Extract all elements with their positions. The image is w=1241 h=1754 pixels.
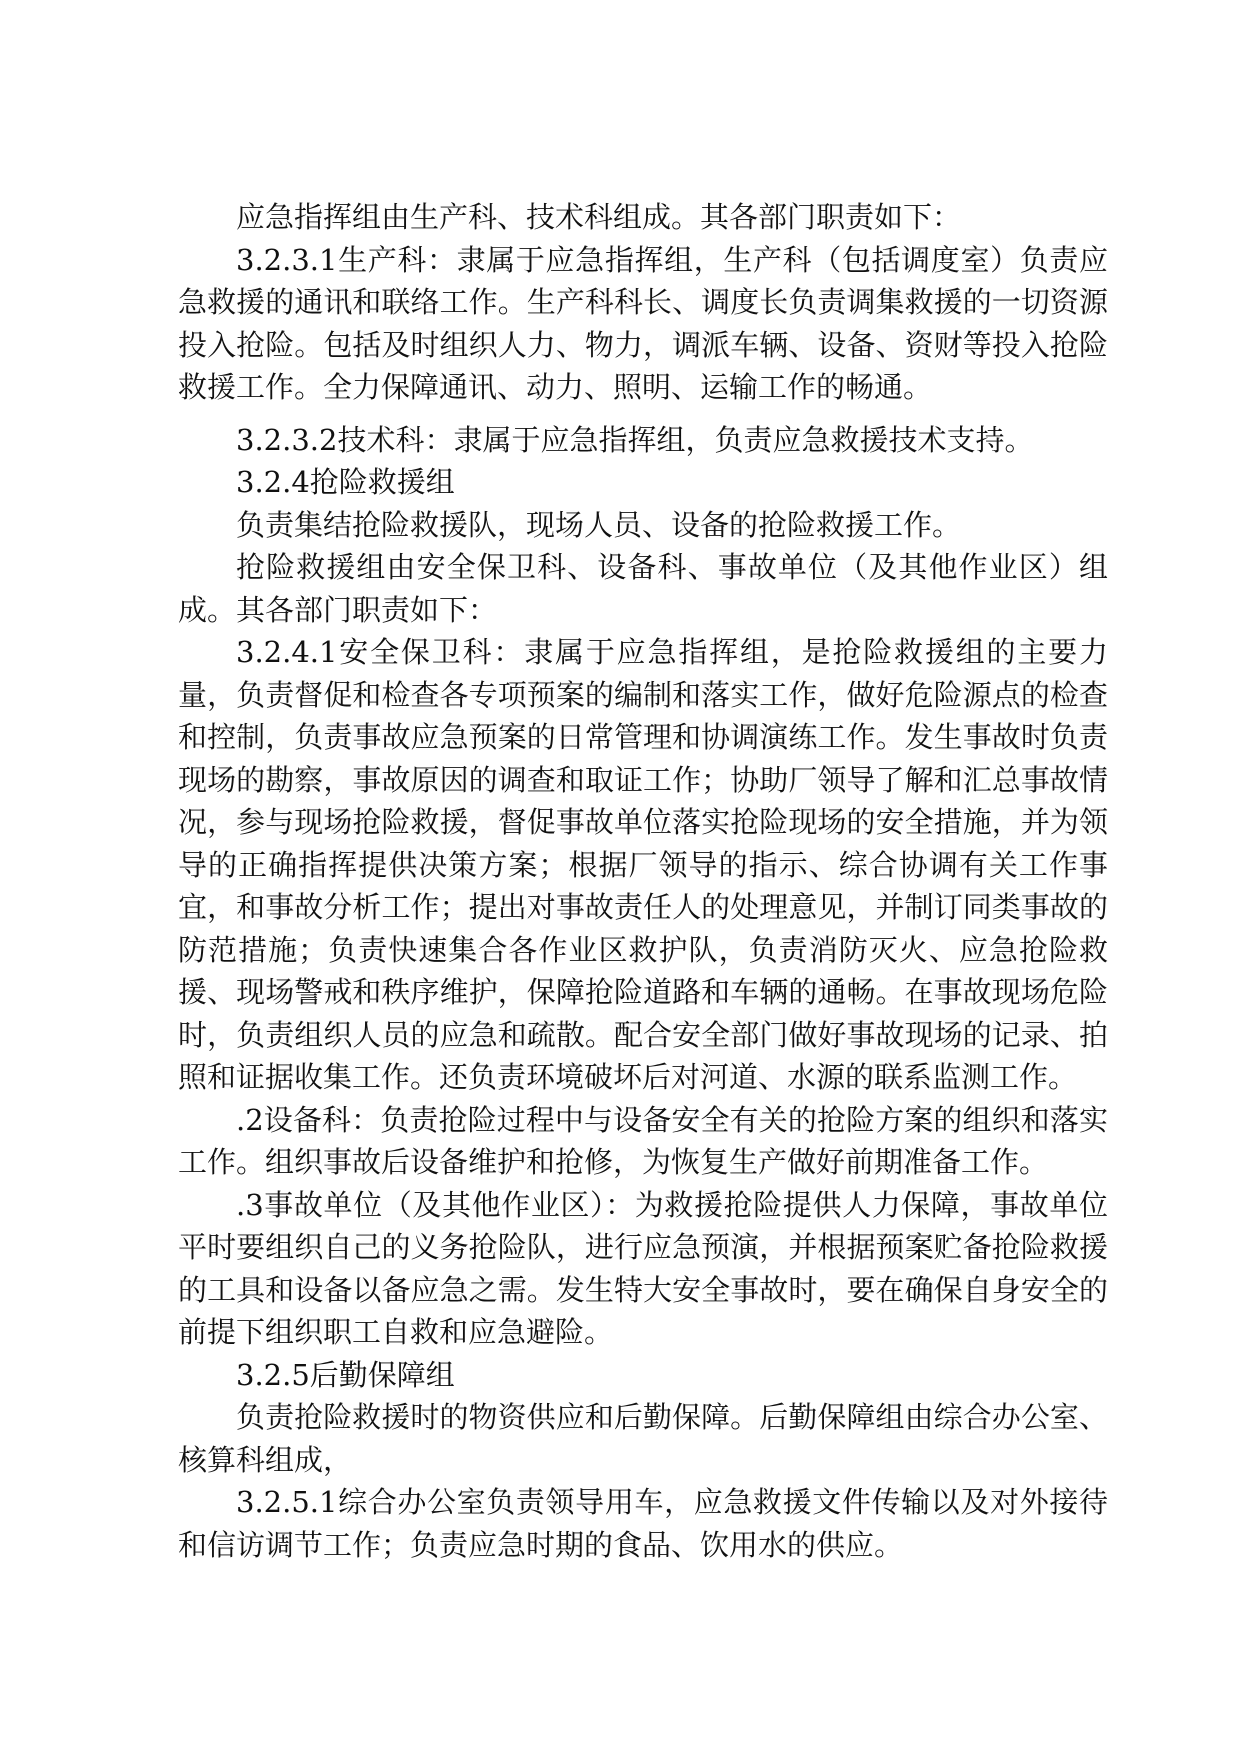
- paragraph-security-dept: 3.2.4.1安全保卫科：隶属于应急指挥组，是抢险救援组的主要力量，负责督促和检查各专项预案的编制和落实工作，做好危险源点的检查和控制，负责事故应急预案的日常管理和协调演练工作。发生事故时负责现场的勘察，事故原因的调查和取证工作；协助厂领导了解和汇总事故情况，参与现场抢险救援，督促事故单位落实抢险现场的安全措施，并为领导的正确指挥提供决策方案；根据厂领导的指示、综合协调有关工作事宜，和事故分析工作；提出对事故责任人的处理意见，并制订同类事故的防范措施；负责快速集合各作业区救护队，负责消防灭火、应急抢险救援、现场警戒和秩序维护，保障抢险道路和车辆的通畅。在事故现场危险时，负责组织人员的应急和疏散。配合安全部门做好事故现场的记录、拍照和证据收集工作。还负责环境破坏后对河道、水源的联系监测工作。: [178, 635, 1108, 1094]
- heading-logistics-group: 3.2.5后勤保障组: [236, 1357, 455, 1392]
- paragraph-command-group-intro: 应急指挥组由生产科、技术科组成。其各部门职责如下：: [236, 200, 962, 234]
- paragraph-technical-dept: 3.2.3.2技术科：隶属于应急指挥组，负责应急救援技术支持。: [236, 422, 1034, 457]
- paragraph-accident-unit: .3事故单位（及其他作业区）：为救援抢险提供人力保障，事故单位平时要组织自己的义务抢险队，进行应急预演，并根据预案贮备抢险救援的工具和设备以备应急之需。发生特大安全事故时，要在确保自身安全的前提下组织职工自救和应急避险。: [178, 1187, 1108, 1349]
- document-body: [178, 196, 1108, 1566]
- paragraph-equipment-dept: .2设备科：负责抢险过程中与设备安全有关的抢险方案的组织和落实工作。组织事故后设备维护和抢修，为恢复生产做好前期准备工作。: [178, 1102, 1108, 1179]
- paragraph-logistics-duty: 负责抢险救援时的物资供应和后勤保障。后勤保障组由综合办公室、核算科组成，: [178, 1400, 1108, 1477]
- paragraph-general-office: 3.2.5.1综合办公室负责领导用车，应急救援文件传输以及对外接待和信访调节工作；负责应急时期的食品、饮用水的供应。: [178, 1485, 1108, 1562]
- heading-rescue-group: 3.2.4抢险救援组: [236, 465, 455, 499]
- paragraph-production-dept: 3.2.3.1生产科：隶属于应急指挥组，生产科（包括调度室）负责应急救援的通讯和联络工作。生产科科长、调度长负责调集救援的一切资源投入抢险。包括及时组织人力、物力，调派车辆、设备、资财等投入抢险救援工作。全力保障通讯、动力、照明、运输工作的畅通。: [178, 242, 1108, 404]
- paragraph-rescue-composition: 抢险救援组由安全保卫科、设备科、事故单位（及其他作业区）组成。其各部门职责如下：: [178, 550, 1108, 627]
- paragraph-rescue-duty: 负责集结抢险救援队，现场人员、设备的抢险救援工作。: [236, 507, 962, 542]
